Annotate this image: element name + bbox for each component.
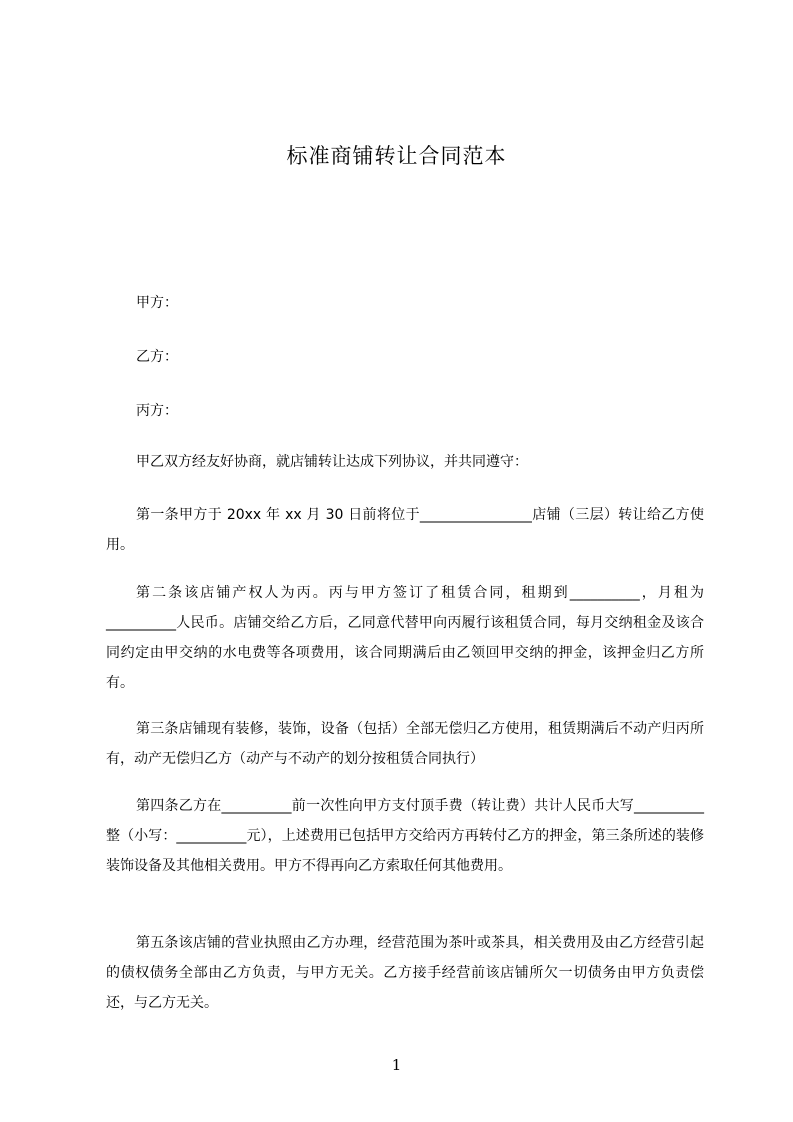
page-number: 1 xyxy=(391,1056,402,1074)
party-c-label: 丙方： xyxy=(136,403,178,419)
intro-paragraph: 甲乙双方经友好协商，就店铺转让达成下列协议，并共同遵守： xyxy=(136,454,528,470)
clause-1: 第一条甲方于 20xx 年 xx 月 30 日前将位于________________店铺（三层）转让给乙方使用。 xyxy=(106,507,704,553)
party-b-label: 乙方： xyxy=(136,349,178,365)
party-a-label: 甲方： xyxy=(136,295,178,311)
clause-3: 第三条店铺现有装修，装饰，设备（包括）全部无偿归乙方使用，租赁期满后不动产归丙所有，动产无偿归乙方（动产与不动产的划分按租赁合同执行） xyxy=(106,721,704,767)
document-title: 标准商铺转让合同范本 xyxy=(286,144,507,168)
clause-4: 第四条乙方在__________前一次性向甲方支付顶手费（转让费）共计人民币大写__________整（小写：__________元），上述费用已包括甲方交给丙方再转付乙方的押金，第三条所述的装修装饰设备及其他相关费用。甲方不得再向乙方索取任何其他费用。 xyxy=(106,798,704,874)
clause-5: 第五条该店铺的营业执照由乙方办理，经营范围为茶叶或茶具，相关费用及由乙方经营引起的债权债务全部由乙方负责，与甲方无关。乙方接手经营前该店铺所欠一切债务由甲方负责偿还，与乙方无关。 xyxy=(106,935,704,1011)
clause-2: 第二条该店铺产权人为丙。丙与甲方签订了租赁合同，租期到__________，月租为__________人民币。店铺交给乙方后，乙同意代替甲向丙履行该租赁合同，每月交纳租金及该合同约定由甲交纳的水电费等各项费用，该合同期满后由乙领回甲交纳的押金，该押金归乙方所有。 xyxy=(106,585,704,691)
